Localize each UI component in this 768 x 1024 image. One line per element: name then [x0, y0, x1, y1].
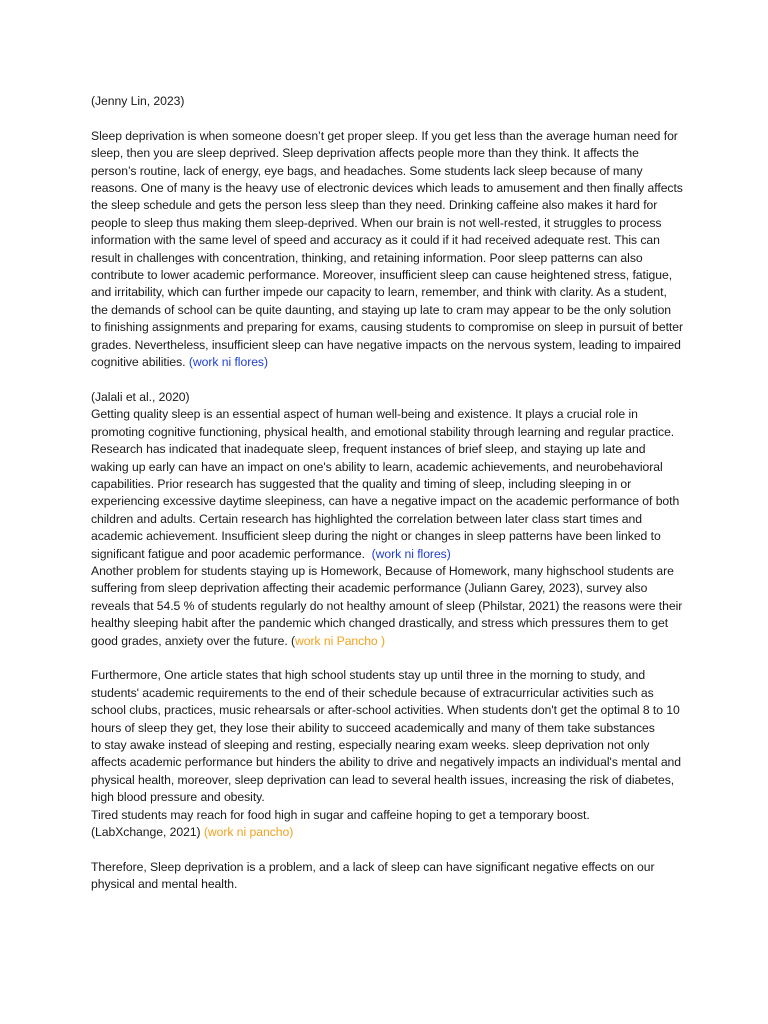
- citation-lin: (Jenny Lin, 2023): [91, 94, 185, 108]
- paragraph-tired-students: Tired students may reach for food high in sugar and caffeine hoping to get a temporary boost.: [91, 807, 590, 822]
- author-note: work ni Pancho ): [295, 633, 386, 648]
- author-note: (work ni pancho): [203, 825, 294, 840]
- paragraph-text: Sleep deprivation is when someone doesn’t get proper sleep. If you get less than the average human need for sleep, then you are sleep deprived. Sleep deprivation affects people more than they think. It affects the person’s routine, lack of energy, eye bags, and headaches. Some students lack sleep because of many reasons. One of many is the heavy use of electronic devices which leads to amusement and then finally affects the sleep schedule and gets the person less sleep than they need. Drinking caffeine also makes it hard for people to sleep thus making them sleep-deprived. When our brain is not well-rested, it struggles to process information with the same level of speed and accuracy as it could if it had received adequate rest. This can result in challenges with concentration, thinking, and retaining information. Poor sleep patterns can also contribute to lower academic performance. Moreover, insufficient sleep can cause heightened stress, fatigue, and irritability, which can further impede our capacity to learn, remember, and think with clarity. As a student, the demands of school can be quite daunting, and staying up late to cram may appear to be the only solution to finishing assignments and preparing for exams, causing students to compromise on sleep in pursuit of better grades. Nevertheless, insufficient sleep can have negative impacts on the nervous system, leading to impaired cognitive abilities.: [91, 128, 684, 370]
- paragraph-conclusion: Therefore, Sleep deprivation is a problem, and a lack of sleep can have significant negative effects on our physical and mental health.: [91, 859, 655, 892]
- paragraph-sleep-deprivation: [91, 128, 684, 372]
- paragraph-furthermore: Furthermore, One article states that high school students stay up until three in the morning to study, and students' academic requirements to the end of their schedule because of extracurricular activities such as school clubs, practices, music rehearsals or after-school activities. When students don't get the optimal 8 to 10 hours of sleep they get, they lose their ability to succeed academically and many of them take substances: [91, 668, 680, 735]
- author-note: (work ni flores): [188, 355, 268, 370]
- paragraph-gap: [91, 110, 684, 127]
- paragraph-stay-awake: to stay awake instead of sleeping and resting, especially nearing exam weeks. sleep deprivation not only affects academic performance but hinders the ability to drive and negatively impacts an individual's mental and physical health, moreover, sleep deprivation can lead to several health issues, increasing the risk of diabetes, high blood pressure and obesity.: [91, 737, 682, 805]
- author-note-open-paren: (: [291, 633, 296, 648]
- paragraph-quality-sleep: [91, 406, 684, 563]
- paragraph-gap: [91, 650, 684, 667]
- citation-labxchange: (LabXchange, 2021): [91, 825, 201, 840]
- paragraph-homework: [91, 563, 684, 650]
- paragraph-text: Another problem for students staying up is Homework, Because of Homework, many highschool students are suffering from sleep deprivation affecting their academic performance (Juliann Garey, 2023), survey also reveals that 54.5 % of students regularly do not healthy amount of sleep (Philstar, 2021) the reasons were their healthy sleeping habit after the pandemic which changed drastically, and stress which pressures them to get good grades, anxiety over the future.: [91, 563, 683, 648]
- citation-labxchange-line: [91, 824, 684, 841]
- paragraph-text: Getting quality sleep is an essential aspect of human well-being and existence. It plays a crucial role in promoting cognitive functioning, physical health, and emotional stability through learning and regular practice. Research has indicated that inadequate sleep, frequent instances of brief sleep, and staying up late and waking up early can have an impact on one's ability to learn, academic achievements, and neurobehavioral capabilities. Prior research has suggested that the quality and timing of sleep, including sleeping in or experiencing excessive daytime sleepiness, can have a negative impact on the academic performance of both children and adults. Certain research has highlighted the correlation between later class start times and academic achievement. Insufficient sleep during the night or changes in sleep patterns have been linked to significant fatigue and poor academic performance.: [91, 407, 680, 561]
- citation-jalali: (Jalali et al., 2020): [91, 389, 190, 404]
- paragraph-gap: [91, 841, 684, 858]
- paragraph-gap: [91, 371, 684, 388]
- author-note: (work ni flores): [371, 546, 451, 561]
